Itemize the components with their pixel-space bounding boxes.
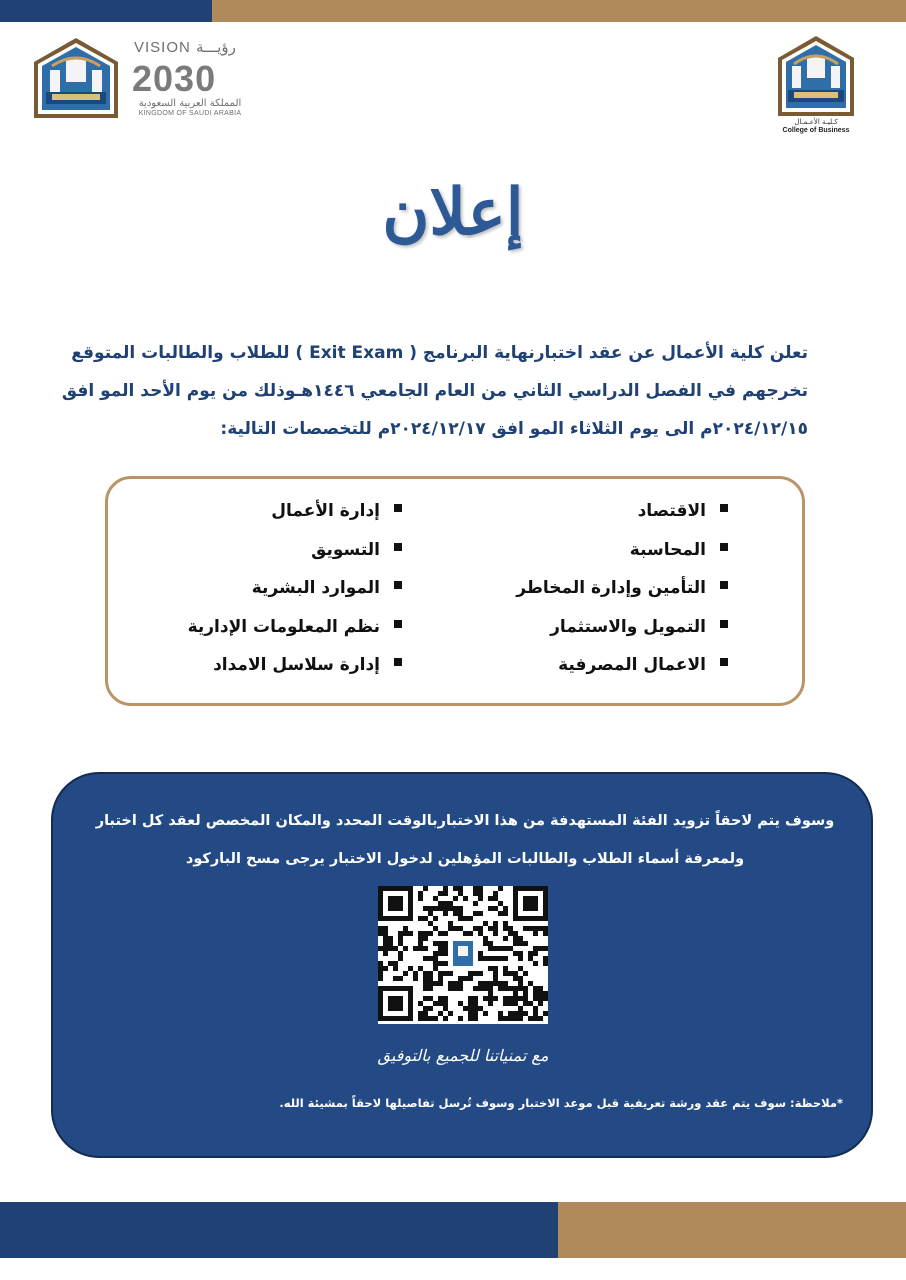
college-name-arabic: كـليـة الأعـمـال xyxy=(794,118,838,126)
announcement-line-1: تعلن كلية الأعمال عن عقد اختبارنهاية البرنامج ( Exit Exam ) للطلاب والطالبات المتوقع xyxy=(71,343,808,363)
info-text xyxy=(93,802,837,878)
majors-column-left xyxy=(162,501,402,694)
info-box xyxy=(51,772,873,1158)
list-item: التسويق xyxy=(162,540,402,579)
best-wishes-text: مع تمنياتنا للجميع بالتوفيق xyxy=(377,1046,549,1065)
majors-list-box xyxy=(105,476,805,706)
bullet-icon xyxy=(720,620,728,628)
list-item: الموارد البشرية xyxy=(162,578,402,617)
list-item: التأمين وإدارة المخاطر xyxy=(488,578,728,617)
college-name-english: College of Business xyxy=(782,127,850,134)
college-emblem-icon xyxy=(774,34,858,118)
top-bar-gold xyxy=(212,0,906,22)
vision-country-english: KINGDOM OF SAUDI ARABIA xyxy=(138,110,242,117)
vision-number: 2030 xyxy=(132,58,217,99)
list-item: إدارة الأعمال xyxy=(162,501,402,540)
majors-column-right xyxy=(488,501,728,694)
bullet-icon xyxy=(394,543,402,551)
announcement-line-3: ٢٠٢٤/١٢/١٥م الى يوم الثلاثاء المو افق ٢٠٢٤/١٢/١٧م للتخصصات التالية: xyxy=(220,419,808,439)
vision-title: VISION رؤيـــة xyxy=(134,39,236,56)
info-line-2: ولمعرفة أسماء الطلاب والطالبات المؤهلين لدخول الاختبار يرجى مسح الباركود xyxy=(185,851,745,867)
college-logo-right xyxy=(774,34,858,138)
list-item: التمويل والاستثمار xyxy=(488,617,728,656)
list-item: نظم المعلومات الإدارية xyxy=(162,617,402,656)
bullet-icon xyxy=(394,504,402,512)
qr-code-icon[interactable] xyxy=(378,886,548,1024)
page-title: إعلان xyxy=(382,175,524,250)
bullet-icon xyxy=(720,504,728,512)
announcement-line-2: تخرجهم في الفصل الدراسي الثاني من العام الجامعي ١٤٤٦هـوذلك من يوم الأحد المو افق xyxy=(61,381,808,401)
vision-country-arabic: المملكة العربية السعودية xyxy=(138,98,242,109)
note-text: *ملاحظة: سوف يتم عقد ورشة تعريفية قبل موعد الاختبار وسوف تُرسل تفاصيلها لاحقاً بمشيئة الله. xyxy=(279,1096,843,1110)
bottom-bar-gold xyxy=(558,1202,906,1258)
bullet-icon xyxy=(394,620,402,628)
list-item: الاقتصاد xyxy=(488,501,728,540)
bottom-bar-blue xyxy=(0,1202,558,1258)
list-item: إدارة سلاسل الامداد xyxy=(162,655,402,694)
bullet-icon xyxy=(720,658,728,666)
top-bar-blue xyxy=(0,0,212,22)
bullet-icon xyxy=(720,543,728,551)
bullet-icon xyxy=(720,581,728,589)
vision-2030-logo xyxy=(132,36,248,120)
bullet-icon xyxy=(394,658,402,666)
list-item: المحاسبة xyxy=(488,540,728,579)
bullet-icon xyxy=(394,581,402,589)
university-logo-left xyxy=(30,36,122,120)
info-line-1: وسوف يتم لاحقاً تزويد الفئة المستهدفة من هذا الاختباربالوقت المحدد والمكان المخصص لعقد كل اختبار xyxy=(95,813,835,829)
announcement-text xyxy=(61,334,808,448)
list-item: الاعمال المصرفية xyxy=(488,655,728,694)
